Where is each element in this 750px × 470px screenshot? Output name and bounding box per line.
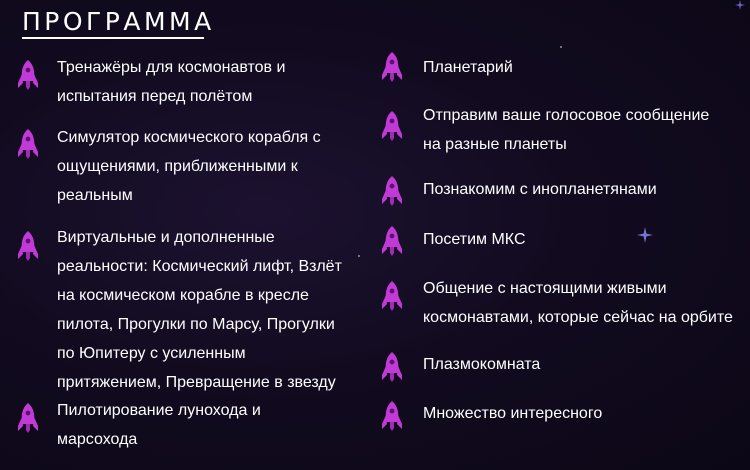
item-text: [423, 101, 709, 159]
item-line: Познакомим с инопланетянами: [423, 181, 657, 198]
item-line: пилота, Прогулки по Марсу, Прогулки: [57, 316, 335, 333]
item-line: марсохода: [57, 431, 138, 448]
item-line: на разные планеты: [423, 136, 567, 153]
rocket-icon: [17, 402, 39, 434]
item-text: [57, 396, 261, 454]
rocket-icon: [381, 400, 403, 432]
rocket-icon: [17, 128, 39, 160]
item-text: [423, 175, 657, 204]
rocket-icon: [381, 351, 403, 383]
item-line: Общение с настоящими живыми: [423, 280, 667, 297]
background-dot: [358, 255, 360, 257]
item-line: Плазмокомната: [423, 356, 541, 373]
item-line: реальности: Космический лифт, Взлёт: [57, 258, 342, 275]
rocket-icon: [17, 59, 39, 91]
rocket-icon: [381, 175, 403, 207]
item-line: Симулятор космического корабля с: [57, 129, 321, 146]
item-line: Виртуальные и дополненные: [57, 229, 275, 246]
item-line: испытания перед полётом: [57, 88, 253, 105]
item-line: Пилотирование лунохода и: [57, 402, 261, 419]
star-icon: [735, 0, 745, 10]
rocket-icon: [381, 51, 403, 83]
item-text: [423, 53, 513, 82]
title-underline: [22, 37, 204, 39]
rocket-icon: [17, 230, 39, 262]
item-text: [57, 53, 285, 111]
item-line: ощущениями, приближенными к: [57, 158, 298, 175]
background-dot: [560, 46, 562, 48]
item-text: [57, 223, 342, 397]
item-text: [423, 350, 540, 379]
star-icon: [637, 227, 653, 243]
item-line: по Юпитеру с усиленным: [57, 345, 246, 362]
item-line: Посетим МКС: [423, 231, 526, 248]
item-line: Планетарий: [423, 59, 513, 76]
item-line: притяжением, Превращение в звезду: [57, 374, 336, 391]
item-line: Отправим ваше голосовое сообщение: [423, 107, 710, 124]
section-title: ПРОГРАММА: [22, 7, 215, 36]
rocket-icon: [381, 225, 403, 257]
item-line: Тренажёры для космонавтов и: [57, 59, 286, 76]
item-line: на космическом корабле в кресле: [57, 287, 309, 304]
rocket-icon: [381, 110, 403, 142]
item-text: [423, 274, 733, 332]
item-text: [423, 399, 602, 428]
rocket-icon: [381, 280, 403, 312]
item-line: реальным: [57, 187, 133, 204]
item-text: [57, 123, 321, 210]
item-line: космонавтами, которые сейчас на орбите: [423, 309, 733, 326]
item-text: [423, 225, 526, 254]
item-line: Множество интересного: [423, 405, 603, 422]
